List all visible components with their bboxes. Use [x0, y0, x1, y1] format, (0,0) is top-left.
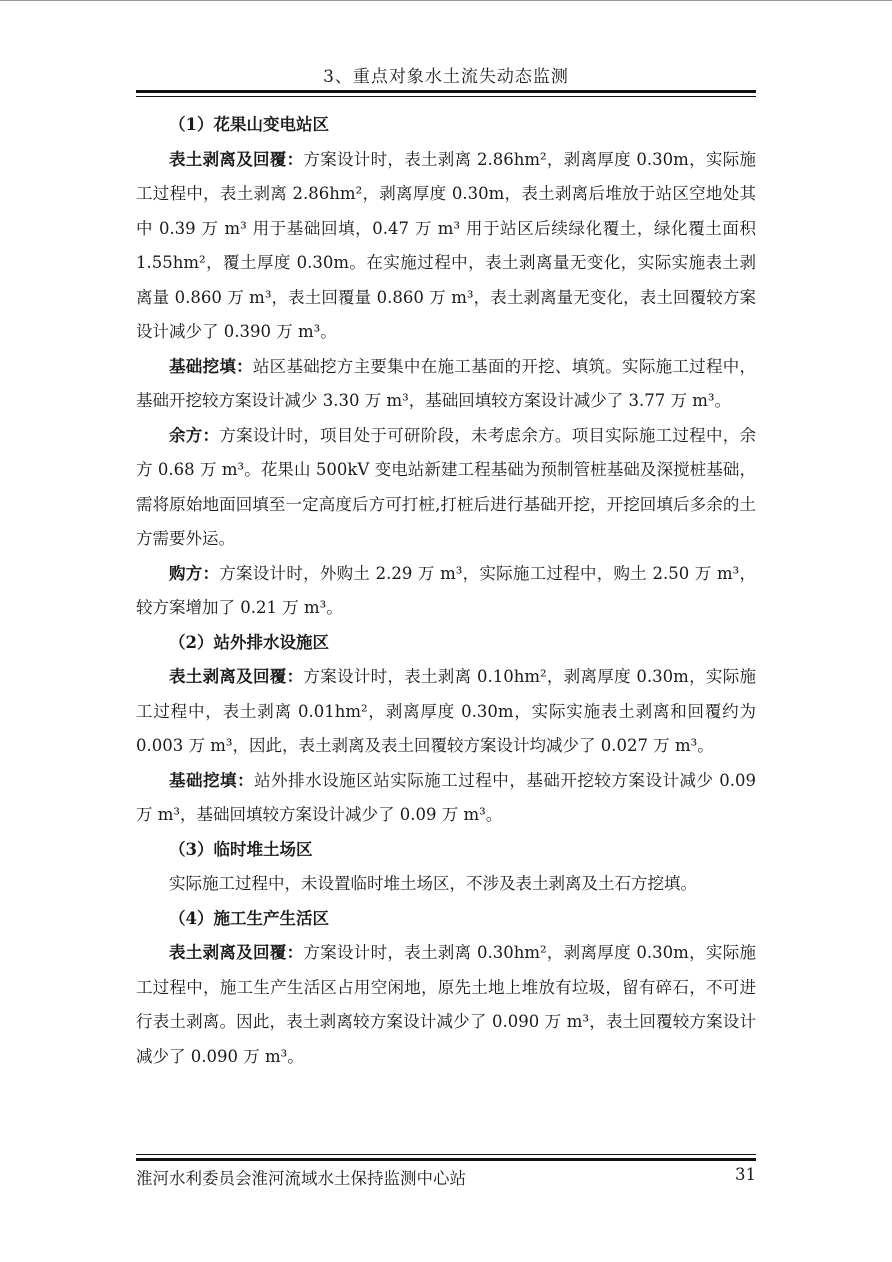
paragraph — [136, 764, 756, 833]
paragraph-label: 表土剥离及回覆： — [169, 149, 304, 169]
paragraph-text: 站外排水设施区站实际施工过程中，基础开挖较方案设计减少 0.09 万 m³，基础回填较方案设计减少了 0.09 万 m³。 — [136, 770, 756, 824]
paragraph-text: 方案设计时，表土剥离 0.30hm²，剥离厚度 0.30m，实际施工过程中，施工生产生活区占用空闲地，原先土地上堆放有垃圾，留有碎石，不可进行表土剥离。因此，表土剥离较方案设计减少了 0.090 万 m³，表土回覆较方案设计减少了 0.090 万 m³。 — [136, 943, 757, 1066]
paragraph-label: 基础挖填： — [169, 770, 255, 790]
paragraph — [136, 419, 756, 557]
section-heading: （3）临时堆土场区 — [169, 839, 313, 859]
paragraph — [136, 143, 756, 350]
paragraph-label: 余方： — [169, 425, 220, 445]
footer-rule-thick — [136, 1158, 756, 1161]
top-border — [0, 0, 892, 1]
footer-rule-thin — [136, 1154, 756, 1155]
paragraph-text: 实际施工过程中，未设置临时堆土场区，不涉及表土剥离及土石方挖填。 — [169, 874, 697, 893]
page-number: 31 — [735, 1165, 756, 1184]
paragraph-label: 基础挖填： — [169, 356, 253, 376]
header-rule-thin — [136, 96, 756, 97]
document-body — [136, 108, 756, 1074]
paragraph-label: 表土剥离及回覆： — [169, 667, 304, 686]
paragraph-text: 方案设计时，外购土 2.29 万 m³，实际施工过程中，购土 2.50 万 m³，较方案增加了 0.21 万 m³。 — [136, 563, 757, 617]
section-heading: （2）站外排水设施区 — [169, 632, 329, 652]
paragraph-text: 站区基础挖方主要集中在施工基面的开挖、填筑。实际施工过程中，基础开挖较方案设计减少 3.30 万 m³，基础回填较方案设计减少了 3.77 万 m³。 — [136, 356, 757, 410]
header-rule-thick — [136, 90, 756, 93]
paragraph — [136, 867, 756, 902]
section-heading: （4）施工生产生活区 — [169, 908, 329, 928]
section-heading: （1）花果山变电站区 — [169, 115, 329, 134]
paragraph — [136, 350, 756, 419]
page-header-title: 3、重点对象水土流失动态监测 — [323, 67, 569, 87]
paragraph-label: 表土剥离及回覆： — [169, 943, 304, 962]
paragraph-text: 方案设计时，表土剥离 0.10hm²，剥离厚度 0.30m，实际施工过程中，表土剥离 0.01hm²，剥离厚度 0.30m，实际实施表土剥离和回覆约为 0.003 万 m³，因此，表土剥离及表土回覆较方案设计均减少了 0.027 万 m³。 — [136, 667, 757, 755]
paragraph-text: 方案设计时，表土剥离 2.86hm²，剥离厚度 0.30m，实际施工过程中，表土剥离 2.86hm²，剥离厚度 0.30m，表土剥离后堆放于站区空地处其中 0.39 万 m³ 用于基础回填，0.47 万 m³ 用于站区后续绿化覆土，绿化覆土面积 1.55hm²，覆土厚度 0.30m。在实施过程中，表土剥离量无变化，实际实施表土剥离量 0.860 万 m³，表土回覆量 0.860 万 m³，表土剥离量无变化，表土回覆较方案设计减少了 0.390 万 m³。 — [136, 149, 757, 341]
paragraph-label: 购方： — [169, 563, 220, 583]
paragraph-text: 方案设计时，项目处于可研阶段，未考虑余方。项目实际施工过程中，余方 0.68 万 m³。花果山 500kV 变电站新建工程基础为预制管桩基础及深搅桩基础，需将原始地面回填至一定高度后方可打桩,打桩后进行基础开挖，开挖回填后多余的土方需要外运。 — [136, 425, 757, 548]
paragraph — [136, 936, 756, 1074]
paragraph — [136, 660, 756, 764]
paragraph — [136, 557, 756, 626]
footer-organization: 淮河水利委员会淮河流域水土保持监测中心站 — [136, 1169, 466, 1188]
